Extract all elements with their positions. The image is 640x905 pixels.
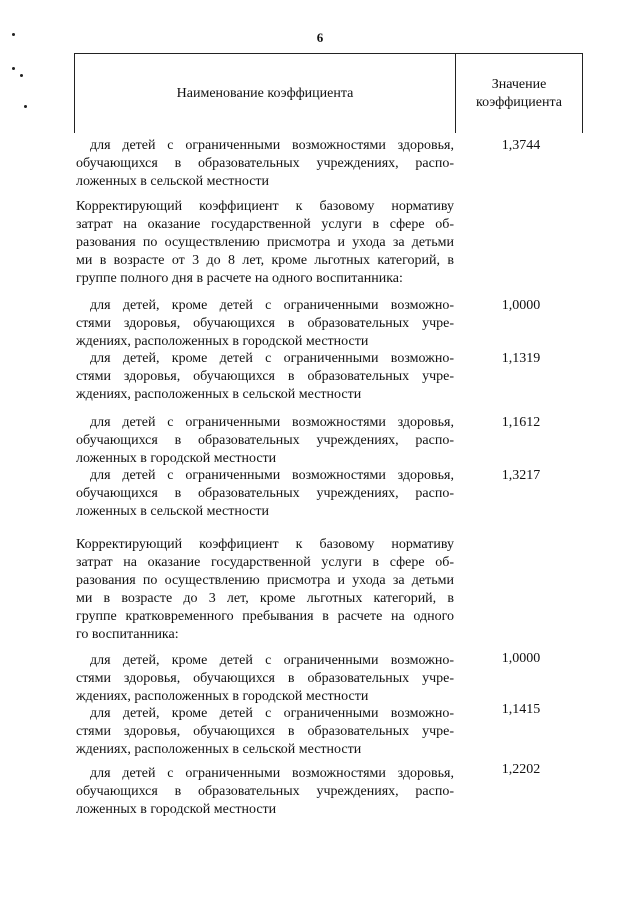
row-text-line: ждениях, расположенных в сельской местности — [76, 387, 362, 402]
row-text-line: группе кратковременного пребывания в расчете на одного — [76, 609, 454, 624]
row-text-line: для детей, кроме детей с ограниченными возможно- — [90, 351, 454, 366]
row-text-line: группе полного дня в расчете на одного воспитанника: — [76, 271, 403, 286]
row-text-line: ждениях, расположенных в сельской местности — [76, 742, 362, 757]
coefficient-value: 1,2202 — [501, 762, 541, 777]
row-text-line: го воспитанника: — [76, 627, 179, 642]
header-name-label: Наименование коэффициента — [176, 85, 354, 101]
header-value-label: Значение коэффициента — [476, 76, 562, 110]
row-text-line: обучающихся в образовательных учреждениях, распо- — [76, 486, 454, 501]
header-value-column — [456, 54, 582, 133]
row-text-line: ложенных в городской местности — [76, 802, 277, 817]
row-text-line: разования по осуществлению присмотра и ухода за детьми — [76, 235, 454, 250]
page-number: 6 — [316, 30, 324, 45]
coefficient-value: 1,3217 — [501, 468, 541, 483]
row-text-line: стями здоровья, обучающихся в образовательных учре- — [76, 369, 454, 384]
row-text-line: для детей с ограниченными возможностями здоровья, — [90, 766, 454, 781]
row-text-line: Корректирующий коэффициент к базовому нормативу — [76, 199, 454, 214]
header-name-column — [75, 54, 455, 133]
coefficient-value: 1,3744 — [501, 138, 541, 153]
row-text-line: ждениях, расположенных в городской местности — [76, 689, 369, 704]
scan-dot — [20, 74, 23, 77]
row-text-line: ми в возрасте от 3 до 8 лет, кроме льготных категорий, в — [76, 253, 454, 268]
row-text-line: обучающихся в образовательных учреждениях, распо- — [76, 784, 454, 799]
row-text-line: разования по осуществлению присмотра и ухода за детьми — [76, 573, 454, 588]
row-text-line: затрат на оказание государственной услуги в сфере об- — [76, 217, 454, 232]
row-text-line: ми в возрасте до 3 лет, кроме льготных категорий, в — [76, 591, 454, 606]
row-text-line: ложенных в сельской местности — [76, 504, 270, 519]
row-text-line: затрат на оказание государственной услуги в сфере об- — [76, 555, 454, 570]
coefficient-value: 1,0000 — [501, 298, 541, 313]
row-text-line: ждениях, расположенных в городской местности — [76, 334, 369, 349]
row-text-line: обучающихся в образовательных учреждениях, распо- — [76, 156, 454, 171]
row-text-line: ложенных в сельской местности — [76, 174, 270, 189]
table-header — [74, 53, 583, 133]
row-text-line: стями здоровья, обучающихся в образовательных учре- — [76, 316, 454, 331]
row-text-line: для детей, кроме детей с ограниченными возможно- — [90, 298, 454, 313]
row-text-line: Корректирующий коэффициент к базовому нормативу — [76, 537, 454, 552]
scan-dot — [12, 67, 15, 70]
scan-dot — [24, 105, 27, 108]
row-text-line: ложенных в городской местности — [76, 451, 277, 466]
coefficient-value: 1,1319 — [501, 351, 541, 366]
coefficient-value: 1,1415 — [501, 702, 541, 717]
row-text-line: для детей с ограниченными возможностями здоровья, — [90, 415, 454, 430]
coefficient-value: 1,0000 — [501, 651, 541, 666]
scan-dot — [12, 33, 15, 36]
row-text-line: для детей с ограниченными возможностями здоровья, — [90, 468, 454, 483]
coefficient-value: 1,1612 — [501, 415, 541, 430]
row-text-line: для детей, кроме детей с ограниченными возможно- — [90, 653, 454, 668]
row-text-line: для детей, кроме детей с ограниченными возможно- — [90, 706, 454, 721]
row-text-line: стями здоровья, обучающихся в образовательных учре- — [76, 671, 454, 686]
row-text-line: обучающихся в образовательных учреждениях, распо- — [76, 433, 454, 448]
row-text-line: стями здоровья, обучающихся в образовательных учре- — [76, 724, 454, 739]
row-text-line: для детей с ограниченными возможностями здоровья, — [90, 138, 454, 153]
